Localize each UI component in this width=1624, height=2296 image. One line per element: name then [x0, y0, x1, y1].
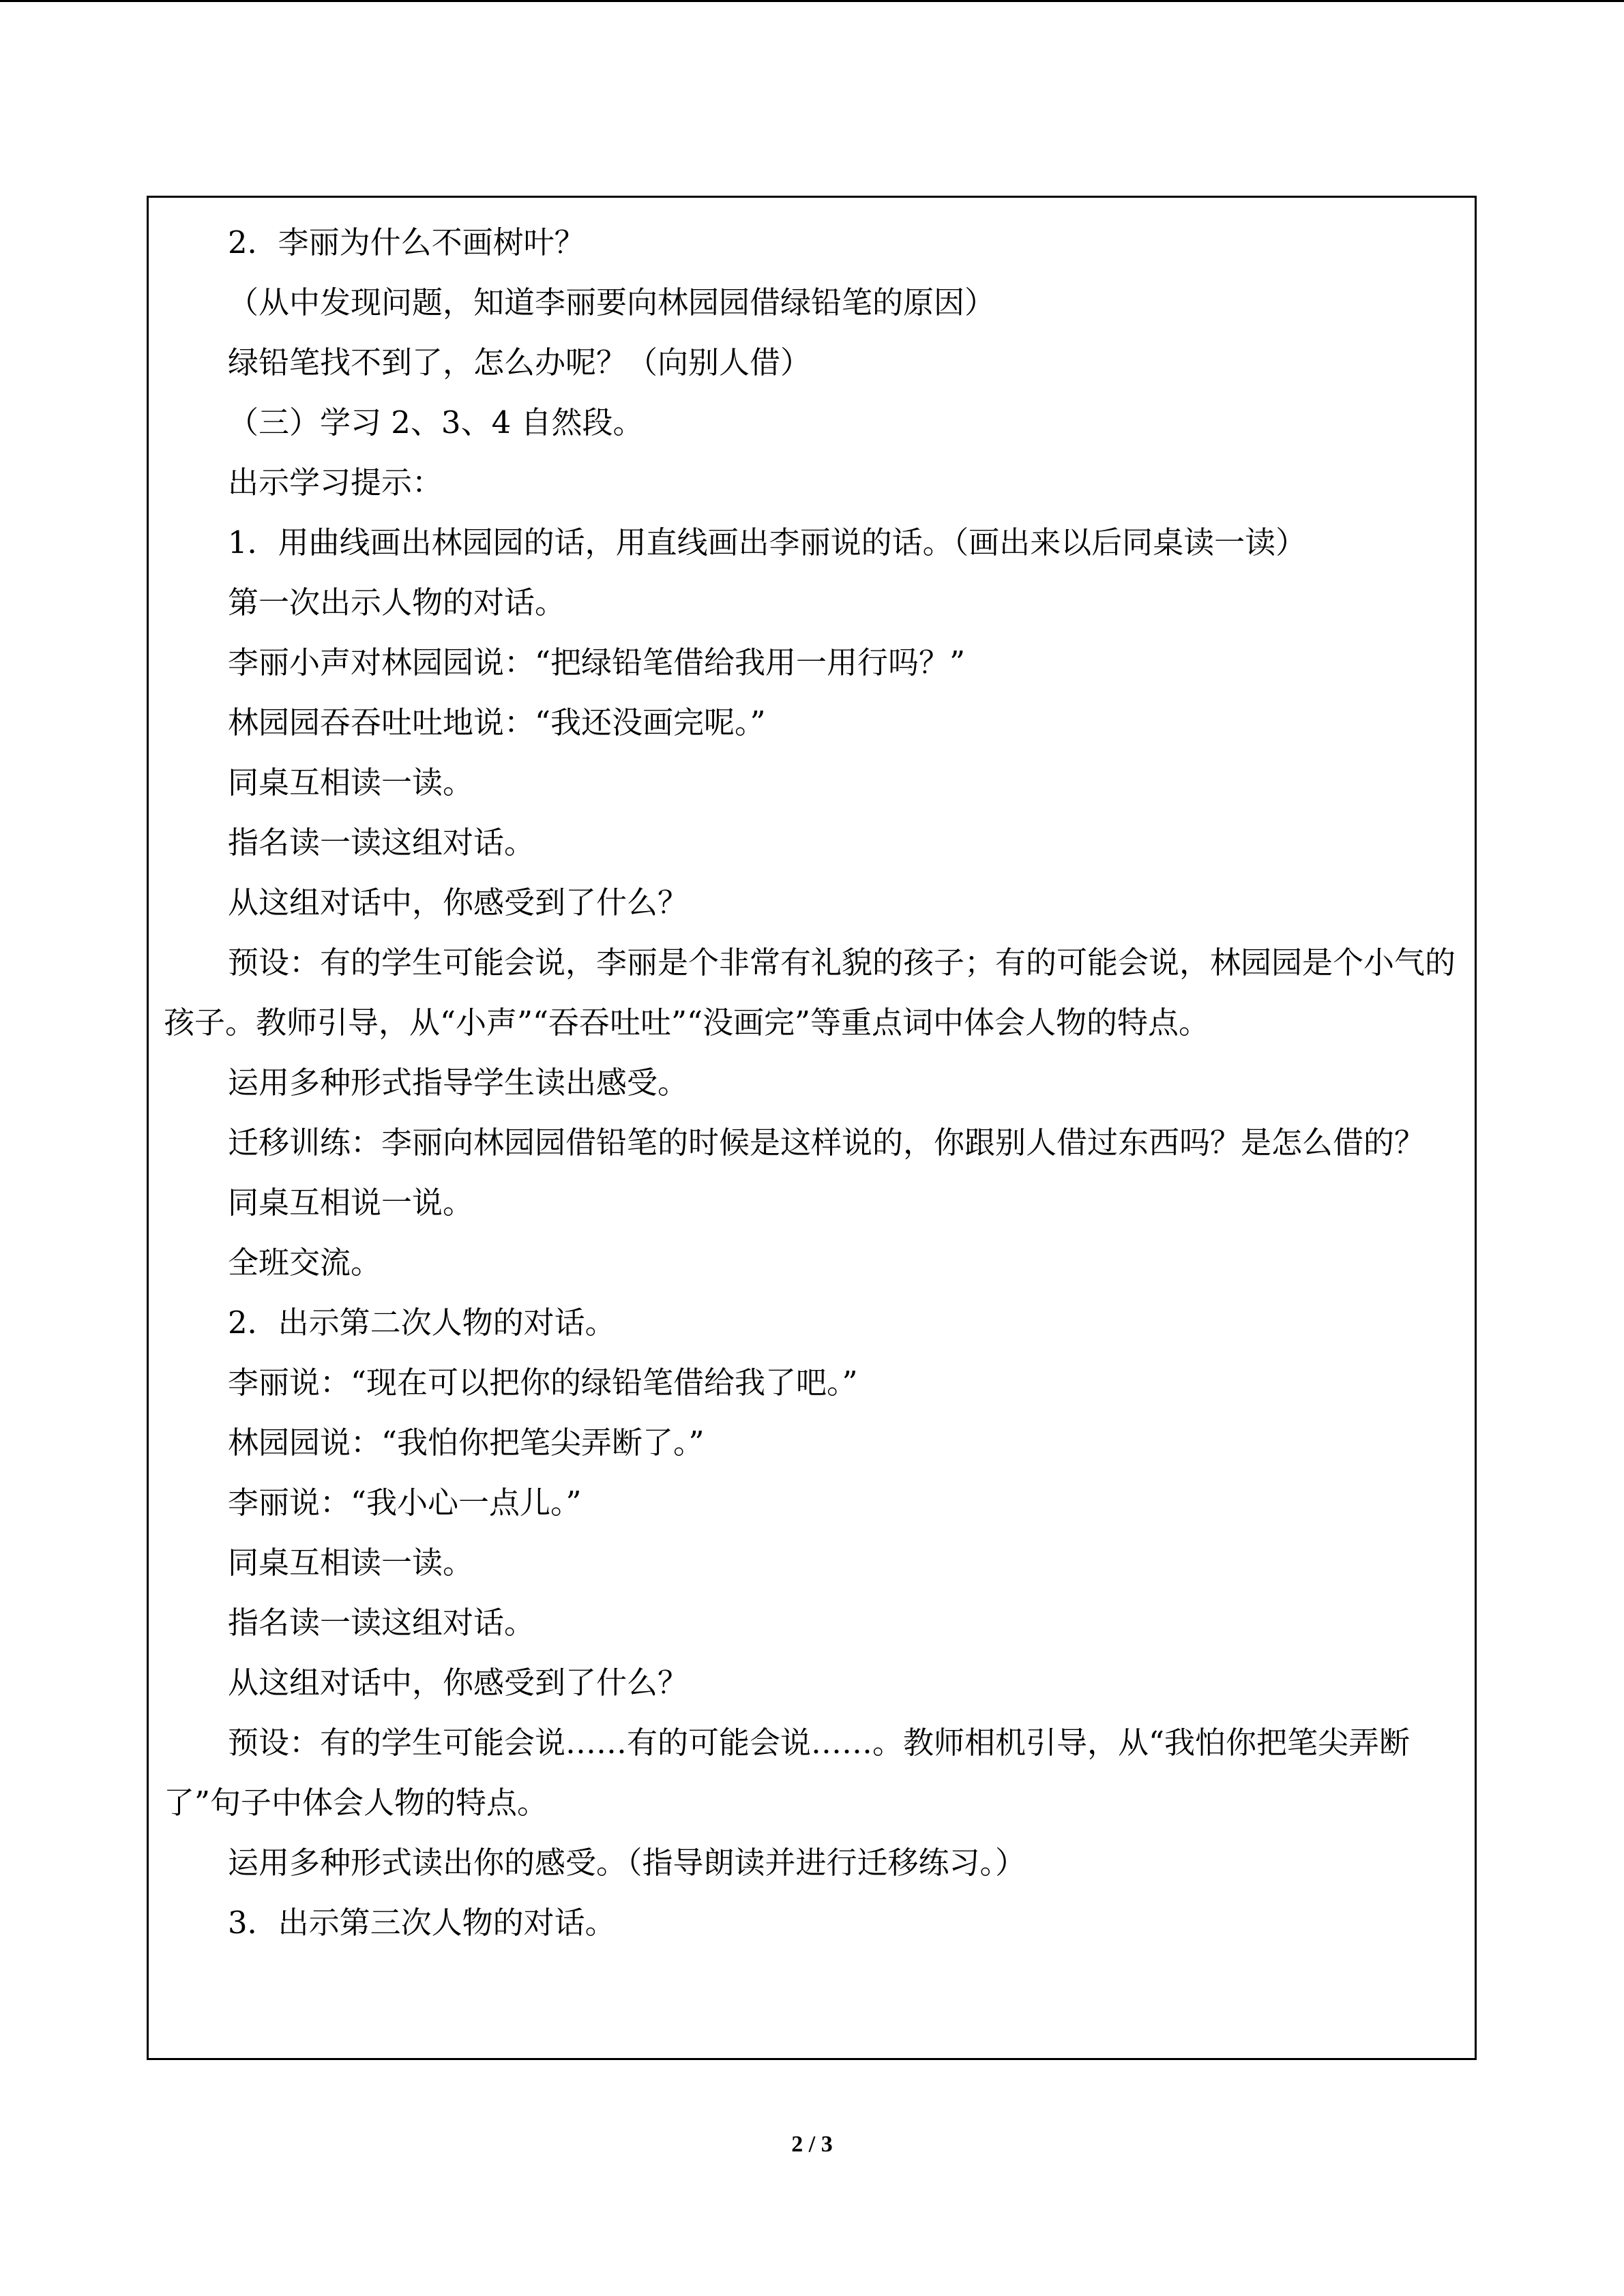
paragraph: 从这组对话中，你感受到了什么？	[228, 884, 689, 921]
paragraph: 李丽小声对林园园说：“把绿铅笔借给我用一用行吗？”	[228, 644, 966, 681]
top-border-line	[0, 0, 1624, 2]
paragraph: （从中发现问题，知道李丽要向林园园借绿铅笔的原因）	[228, 284, 996, 320]
document-body	[164, 213, 1460, 1953]
paragraph: 林园园说：“我怕你把笔尖弄断了。”	[228, 1425, 705, 1461]
paragraph: 同桌互相说一说。	[228, 1184, 474, 1221]
paragraph: 出示学习提示：	[228, 464, 443, 501]
paragraph: 林园园吞吞吐吐地说：“我还没画完呢。”	[228, 704, 766, 741]
paragraph: 2．出示第二次人物的对话。	[228, 1304, 616, 1341]
paragraph: 第一次出示人物的对话。	[228, 584, 566, 621]
page-number: 2 / 3	[791, 2132, 833, 2157]
paragraph: 李丽说：“我小心一点儿。”	[228, 1485, 582, 1521]
paragraph: 预设：有的学生可能会说……有的可能会说……。教师相机引导，从“我怕你把笔尖弄断了”句子中体会人物的特点。	[164, 1725, 1411, 1821]
paragraph: 指名读一读这组对话。	[228, 824, 535, 861]
paragraph: 运用多种形式读出你的感受。（指导朗读并进行迁移练习。）	[228, 1845, 1027, 1881]
paragraph: 李丽说：“现在可以把你的绿铅笔借给我了吧。”	[228, 1365, 858, 1401]
paragraph: 同桌互相读一读。	[228, 764, 474, 801]
paragraph: 预设：有的学生可能会说，李丽是个非常有礼貌的孩子；有的可能会说，林园园是个小气的孩子。教师引导，从“小声”“吞吞吐吐”“没画完”等重点词中体会人物的特点。	[164, 944, 1456, 1041]
paragraph: 从这组对话中，你感受到了什么？	[228, 1665, 689, 1701]
paragraph: 同桌互相读一读。	[228, 1545, 474, 1581]
paragraph: 全班交流。	[228, 1244, 382, 1281]
paragraph: 绿铅笔找不到了，怎么办呢？（向别人借）	[228, 344, 812, 381]
paragraph: 运用多种形式指导学生读出感受。	[228, 1064, 689, 1101]
paragraph: （三）学习 2、3、4 自然段。	[228, 404, 644, 441]
paragraph: 3．出示第三次人物的对话。	[228, 1905, 616, 1941]
paragraph: 指名读一读这组对话。	[228, 1605, 535, 1641]
paragraph: 1．用曲线画出林园园的话，用直线画出李丽说的话。（画出来以后同桌读一读）	[228, 524, 1307, 561]
paragraph: 迁移训练：李丽向林园园借铅笔的时候是这样说的，你跟别人借过东西吗？是怎么借的？	[228, 1124, 1426, 1161]
paragraph: 2．李丽为什么不画树叶？	[228, 224, 585, 260]
